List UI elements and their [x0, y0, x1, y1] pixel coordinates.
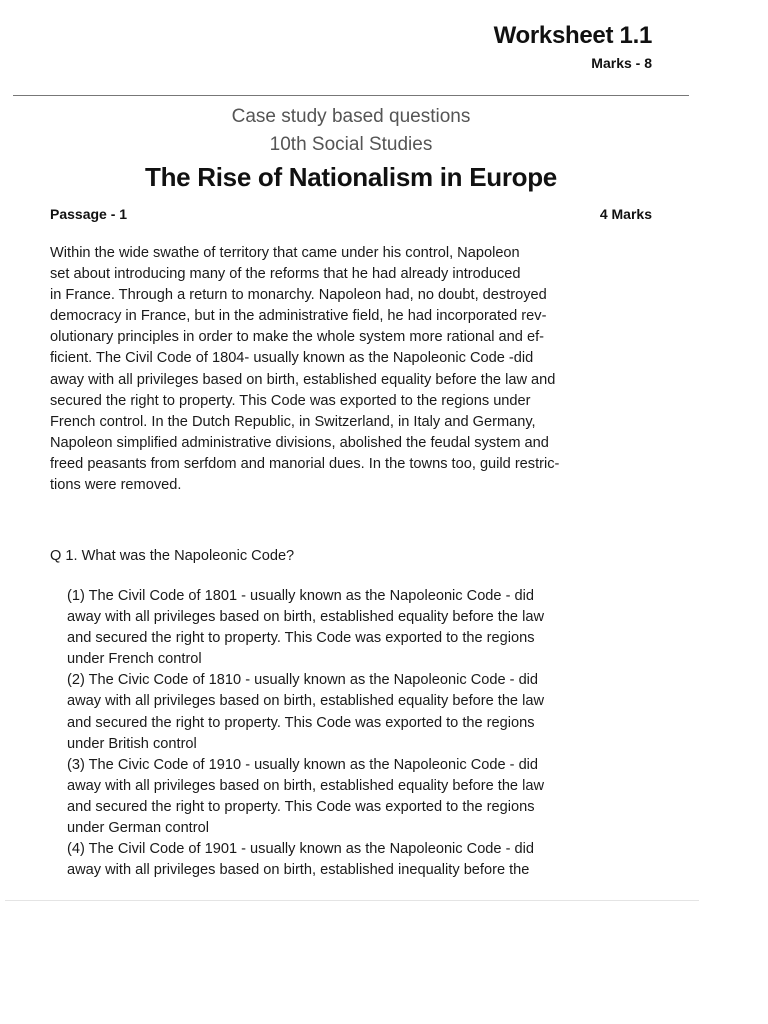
- passage-line: freed peasants from serfdom and manorial dues. In the towns too, guild restric-: [50, 455, 560, 472]
- option-line: under French control: [67, 651, 202, 668]
- chapter-title: The Rise of Nationalism in Europe: [145, 162, 557, 192]
- passage-marks: 4 Marks: [599, 206, 652, 222]
- option-line: away with all privileges based on birth, established inequality before the: [67, 862, 530, 879]
- worksheet-marks: Marks - 8: [591, 55, 652, 71]
- passage-line: tions were removed.: [50, 477, 182, 494]
- option-line: and secured the right to property. This Code was exported to the regions: [67, 630, 535, 647]
- answer-options: [67, 586, 627, 881]
- passage-line: olutionary principles in order to make the whole system more rational and ef-: [50, 329, 544, 346]
- option-line: under German control: [67, 820, 209, 837]
- option-line: away with all privileges based on birth, established equality before the law: [67, 609, 545, 626]
- passage-line: Napoleon simplified administrative divisions, abolished the feudal system and: [50, 434, 549, 451]
- passage-line: secured the right to property. This Code was exported to the regions under: [50, 392, 531, 409]
- option-line: (2) The Civic Code of 1810 - usually known as the Napoleonic Code - did: [67, 672, 539, 689]
- option-line: under British control: [67, 735, 197, 752]
- passage-body: [50, 243, 610, 496]
- option-line: and secured the right to property. This Code was exported to the regions: [67, 798, 535, 815]
- option-line: away with all privileges based on birth, established equality before the law: [67, 693, 545, 710]
- header-divider: [13, 95, 689, 96]
- option-line: (4) The Civil Code of 1901 - usually known as the Napoleonic Code - did: [67, 841, 534, 858]
- passage-label: Passage - 1: [50, 206, 128, 222]
- page-bottom-divider: [5, 900, 699, 901]
- option-line: away with all privileges based on birth, established equality before the law: [67, 777, 545, 794]
- passage-line: democracy in France, but in the administrative field, he had incorporated rev-: [50, 308, 547, 325]
- option-line: and secured the right to property. This Code was exported to the regions: [67, 714, 535, 731]
- option-line: (1) The Civil Code of 1801 - usually known as the Napoleonic Code - did: [67, 588, 534, 604]
- passage-line: in France. Through a return to monarchy. Napoleon had, no doubt, destroyed: [50, 287, 547, 304]
- option-line: (3) The Civic Code of 1910 - usually known as the Napoleonic Code - did: [67, 756, 539, 773]
- passage-line: set about introducing many of the reforms that he had already introduced: [50, 266, 521, 283]
- passage-line: French control. In the Dutch Republic, in Switzerland, in Italy and Germany,: [50, 413, 536, 430]
- passage-line: ficient. The Civil Code of 1804- usually known as the Napoleonic Code -did: [50, 350, 534, 367]
- subtitle-case-study: Case study based questions: [231, 106, 471, 127]
- subtitle-grade-subject: 10th Social Studies: [269, 134, 433, 155]
- passage-line: away with all privileges based on birth, established equality before the law and: [50, 371, 556, 388]
- worksheet-title: Worksheet 1.1: [493, 22, 652, 49]
- passage-line: Within the wide swathe of territory that came under his control, Napoleon: [50, 245, 520, 261]
- question-text: Q 1. What was the Napoleonic Code?: [50, 548, 295, 564]
